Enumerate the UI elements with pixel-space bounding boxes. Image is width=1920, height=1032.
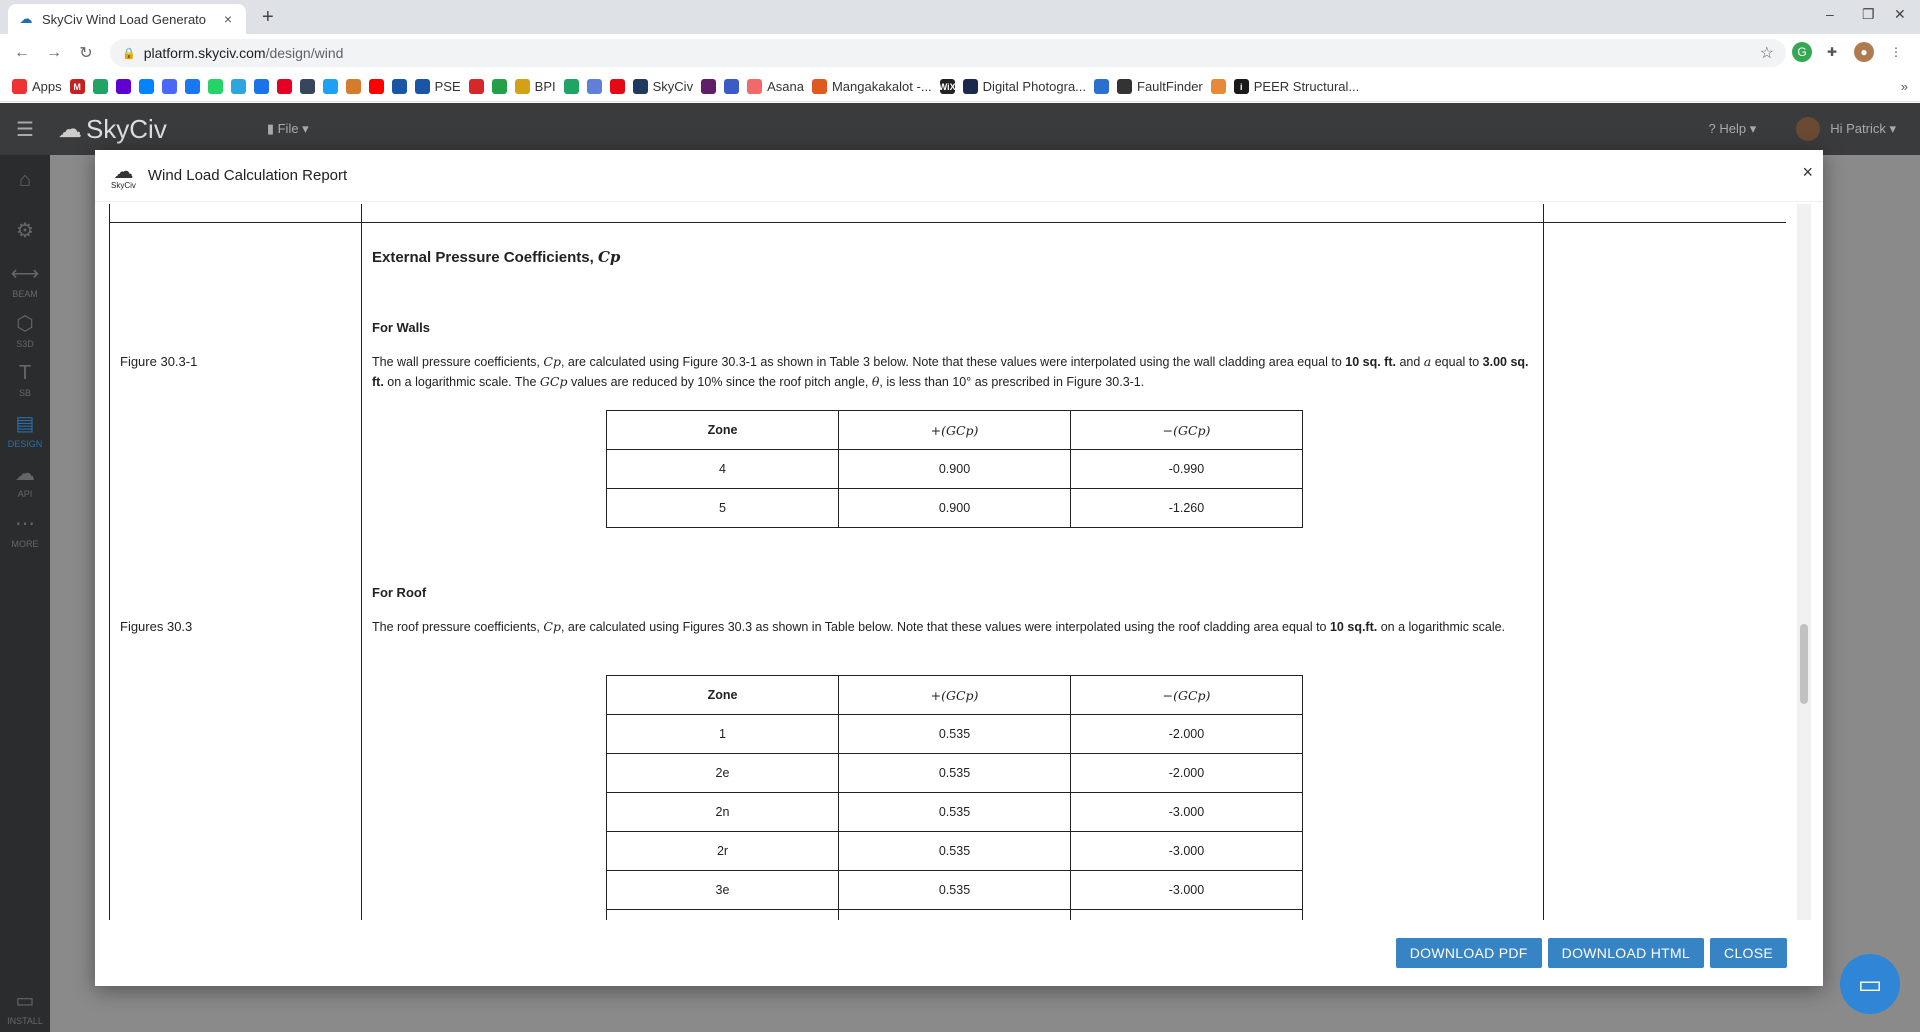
bookmark-item[interactable]	[185, 76, 200, 98]
walls-heading: For Walls	[372, 320, 431, 335]
walls-figure-ref: Figure 30.3-1	[120, 354, 198, 369]
bookmark-favicon-icon	[392, 79, 407, 94]
gear-icon: ⚙	[16, 219, 34, 242]
window-close-button[interactable]: ✕	[1894, 6, 1906, 22]
bookmark-favicon-icon	[963, 79, 978, 94]
browser-tab[interactable]	[8, 4, 246, 34]
home-icon: ⌂	[18, 168, 32, 191]
more-icon: ⋯	[15, 513, 35, 535]
bookmark-label: FaultFinder	[1137, 79, 1203, 94]
monitor-icon: ▭	[15, 990, 35, 1012]
sidebar-item[interactable]	[0, 205, 50, 255]
beam-icon: ⟷	[10, 263, 40, 285]
restore-button[interactable]: ❐	[1862, 6, 1875, 22]
bookmark-favicon-icon	[610, 79, 625, 94]
bookmark-item[interactable]	[277, 76, 292, 98]
skyciv-logo-icon: ☁	[57, 115, 82, 143]
roof-figure-ref: Figures 30.3	[120, 619, 193, 634]
cube-icon: ⬡	[16, 313, 34, 335]
modal-close-icon[interactable]: ×	[1802, 162, 1813, 182]
bookmark-favicon-icon	[369, 79, 384, 94]
bookmarks-bar	[0, 72, 1920, 102]
table-cell: 0.535	[839, 793, 1071, 832]
back-icon[interactable]: ←	[14, 44, 30, 61]
bookmark-item[interactable]	[392, 76, 407, 98]
report-scrollbar[interactable]	[1797, 204, 1811, 920]
bookmark-favicon-icon	[587, 79, 602, 94]
bookmark-item[interactable]	[587, 76, 602, 98]
table-cell: 0.535	[839, 832, 1071, 871]
bookmark-label: Digital Photogra...	[982, 79, 1087, 94]
bookmark-favicon-icon	[185, 79, 200, 94]
document-icon: ▤	[15, 413, 35, 435]
table-cell: -2.000	[1071, 754, 1303, 793]
table-cell: 0.535	[839, 871, 1071, 910]
table-row	[607, 871, 1303, 910]
tab-title: SkyCiv Wind Load Generato	[42, 11, 207, 27]
browser-menu-icon[interactable]: ⋮	[1890, 45, 1902, 59]
bookmark-star-icon[interactable]: ☆	[1759, 45, 1774, 62]
table-cell: -3.000	[1071, 871, 1303, 910]
scrollbar-thumb[interactable]	[1800, 624, 1808, 704]
bookmarks-more-icon[interactable]: »	[1900, 79, 1908, 94]
forward-icon[interactable]: →	[46, 44, 62, 61]
table-cell: 2e	[607, 754, 839, 793]
bookmark-item[interactable]	[323, 76, 338, 98]
bookmark-favicon-icon: WiX	[940, 79, 955, 94]
table-row	[607, 715, 1303, 754]
bookmark-item[interactable]	[492, 76, 507, 98]
skyciv-favicon-icon: ☁	[19, 11, 33, 26]
bookmark-favicon-icon	[346, 79, 361, 94]
report-modal	[95, 150, 1823, 986]
bookmark-label: Mangakakalot -...	[831, 79, 932, 94]
download-html-button[interactable]: DOWNLOAD HTML	[1548, 938, 1704, 968]
user-menu[interactable]: Hi Patrick ▾	[1830, 121, 1896, 136]
modal-header	[95, 150, 1823, 202]
bookmark-favicon-icon	[323, 79, 338, 94]
download-pdf-button[interactable]: DOWNLOAD PDF	[1396, 938, 1542, 968]
extensions-puzzle-icon[interactable]: ✚	[1826, 45, 1838, 59]
table-cell: 0.535	[839, 715, 1071, 754]
section-title: External Pressure Coefficients, Cp	[372, 248, 621, 266]
bookmark-item[interactable]	[469, 76, 484, 98]
table-header-row	[607, 411, 1303, 450]
bookmark-favicon-icon	[812, 79, 827, 94]
bookmark-favicon-icon	[93, 79, 108, 94]
reload-icon[interactable]: ↻	[79, 45, 93, 62]
file-menu[interactable]: ▮ File ▾	[266, 121, 309, 136]
sidebar-item[interactable]	[0, 355, 50, 405]
modal-title: Wind Load Calculation Report	[147, 167, 348, 184]
bookmark-favicon-icon	[492, 79, 507, 94]
bookmark-item[interactable]	[254, 76, 269, 98]
table-cell	[839, 910, 1071, 921]
bookmark-favicon-icon	[139, 79, 154, 94]
help-menu[interactable]: ? Help ▾	[1708, 121, 1757, 136]
close-button[interactable]: CLOSE	[1710, 938, 1787, 968]
bookmark-item[interactable]	[70, 76, 85, 98]
bookmark-item[interactable]	[369, 76, 384, 98]
bookmark-item[interactable]	[231, 76, 246, 98]
table-cell: 2n	[607, 793, 839, 832]
table-row	[607, 754, 1303, 793]
skyciv-modal-logo: ☁ SkyCiv	[111, 160, 136, 190]
bookmark-favicon-icon	[231, 79, 246, 94]
table-cell: 0.535	[839, 754, 1071, 793]
bookmark-item[interactable]	[346, 76, 361, 98]
install-label: INSTALL	[7, 1016, 43, 1026]
bookmark-item[interactable]	[1211, 76, 1226, 98]
column-divider	[361, 204, 362, 920]
app-sidebar	[0, 155, 50, 1032]
bookmark-item[interactable]	[812, 76, 932, 98]
bookmark-favicon-icon	[564, 79, 579, 94]
sidebar-item[interactable]	[0, 305, 50, 355]
roof-paragraph: The roof pressure coefficients, Cp, are calculated using Figures 30.3 as shown in Table below. Note that these values were interpolated using the roof cladding area equal to 10 sq.ft. on a logarithmic scale.	[372, 619, 1506, 634]
url-text: platform.skyciv.com/design/wind	[143, 45, 344, 61]
bookmark-item[interactable]	[1094, 76, 1109, 98]
table-row	[607, 832, 1303, 871]
bookmark-label: BPI	[534, 79, 556, 94]
browser-toolbar	[0, 34, 1920, 72]
bookmark-item[interactable]	[415, 76, 461, 98]
bookmark-favicon-icon	[724, 79, 739, 94]
tab-close-icon[interactable]: ×	[223, 11, 233, 27]
bookmark-favicon-icon	[701, 79, 716, 94]
bookmark-item[interactable]	[633, 76, 693, 98]
bookmark-item[interactable]	[1117, 76, 1203, 98]
minimize-button[interactable]: –	[1826, 6, 1834, 22]
table-cell: 2r	[607, 832, 839, 871]
bookmark-item[interactable]	[1234, 76, 1359, 98]
bookmark-item[interactable]	[93, 76, 108, 98]
table-cell: -3.000	[1071, 793, 1303, 832]
bookmark-item[interactable]	[610, 76, 625, 98]
bookmark-label: PSE	[434, 79, 461, 94]
bookmark-label: PEER Structural...	[1253, 79, 1360, 94]
bookmark-favicon-icon	[469, 79, 484, 94]
profile-avatar[interactable]: ●	[1854, 42, 1874, 62]
table-cell: 3e	[607, 871, 839, 910]
bookmark-label: Apps	[32, 79, 62, 94]
table-cell: 1	[607, 715, 839, 754]
lock-icon: 🔒	[122, 47, 136, 60]
bookmark-favicon-icon	[254, 79, 269, 94]
bookmark-favicon-icon	[1211, 79, 1226, 94]
bookmark-item[interactable]	[208, 76, 223, 98]
sidebar-item-label: BEAM	[12, 289, 38, 299]
table-header-cell: +(GCp)	[839, 411, 1071, 450]
bookmark-favicon-icon	[208, 79, 223, 94]
table-row	[607, 793, 1303, 832]
table-row	[607, 450, 1303, 489]
bookmark-favicon-icon	[1094, 79, 1109, 94]
brand-name: SkyCiv	[85, 113, 167, 144]
install-button[interactable]	[0, 982, 50, 1032]
table-header-cell: −(GCp)	[1071, 676, 1303, 715]
walls-coefficient-table	[606, 410, 1303, 528]
sidebar-item[interactable]	[0, 155, 50, 205]
cloud-icon: ☁	[15, 463, 35, 485]
table-cell: 4	[607, 450, 839, 489]
user-avatar[interactable]	[1796, 117, 1820, 141]
bookmark-favicon-icon	[415, 79, 430, 94]
table-header-cell: −(GCp)	[1071, 411, 1303, 450]
table-cell: 0.900	[839, 450, 1071, 489]
sidebar-item-label: API	[17, 489, 33, 499]
bookmark-item[interactable]	[564, 76, 579, 98]
report-content[interactable]	[109, 204, 1797, 920]
bookmark-favicon-icon	[116, 79, 131, 94]
table-header-cell: +(GCp)	[839, 676, 1071, 715]
bookmark-favicon-icon	[1117, 79, 1132, 94]
table-header-cell: Zone	[607, 676, 839, 715]
sidebar-item[interactable]	[0, 405, 50, 455]
table-cell: -0.990	[1071, 450, 1303, 489]
bookmark-item[interactable]	[963, 76, 1086, 98]
table-cell	[1071, 910, 1303, 921]
sidebar-item-label: DESIGN	[7, 439, 43, 449]
chat-support-icon[interactable]: ▭	[1840, 954, 1900, 1014]
bookmark-item[interactable]	[116, 76, 131, 98]
walls-paragraph: The wall pressure coefficients, Cp, are calculated using Figure 30.3-1 as shown in Table 3 below. Note that these values were interpolated using the wall cladding area equal to 10 sq. ft. and a equal to 3.00 sq. ft. on a logarithmic scale. The GCp values are reduced by 10% since the roof pitch angle, θ, is less than 10° as prescribed in Figure 30.3-1.	[372, 354, 1529, 389]
app-header	[0, 103, 1920, 155]
bookmark-item[interactable]	[12, 76, 62, 98]
sidebar-item-label: MORE	[11, 539, 39, 549]
sidebar-item-label: SB	[18, 388, 31, 398]
bookmark-favicon-icon	[633, 79, 648, 94]
table-cell: -1.260	[1071, 489, 1303, 528]
bookmark-favicon-icon	[277, 79, 292, 94]
roof-coefficient-table	[606, 675, 1303, 920]
bookmark-favicon-icon	[12, 79, 27, 94]
sidebar-item[interactable]	[0, 505, 50, 555]
report-grid	[109, 204, 1785, 920]
table-cell: -2.000	[1071, 715, 1303, 754]
table-row	[607, 910, 1303, 921]
bookmark-favicon-icon: i	[1234, 79, 1249, 94]
bookmark-item[interactable]	[940, 76, 955, 98]
table-row	[607, 489, 1303, 528]
bookmark-label: SkyCiv	[652, 79, 694, 94]
section-icon: T	[18, 362, 32, 384]
table-header-row	[607, 676, 1303, 715]
column-divider	[1543, 204, 1544, 920]
bookmark-item[interactable]	[139, 76, 154, 98]
sidebar-item[interactable]	[0, 455, 50, 505]
cloud-logo-icon: ☁	[113, 160, 134, 183]
sidebar-item-label: S3D	[16, 339, 34, 349]
bookmark-favicon-icon	[515, 79, 530, 94]
bookmark-item[interactable]	[300, 76, 315, 98]
table-cell: 0.900	[839, 489, 1071, 528]
bookmark-item[interactable]	[724, 76, 739, 98]
table-cell	[607, 910, 839, 921]
bookmark-favicon-icon	[300, 79, 315, 94]
modal-footer	[95, 920, 1823, 986]
browser-tab-strip	[0, 0, 1920, 34]
table-cell: 5	[607, 489, 839, 528]
hamburger-menu-icon[interactable]: ☰	[16, 118, 34, 141]
bookmark-favicon-icon: M	[70, 79, 85, 94]
bookmark-label: Asana	[767, 79, 804, 94]
table-cell: -3.000	[1071, 832, 1303, 871]
bookmark-item[interactable]	[515, 76, 556, 98]
address-bar[interactable]	[110, 39, 1786, 67]
bookmark-item[interactable]	[162, 76, 177, 98]
bookmark-item[interactable]	[701, 76, 716, 98]
table-header-cell: Zone	[607, 411, 839, 450]
sidebar-item[interactable]	[0, 255, 50, 305]
grammarly-extension-icon[interactable]: G	[1792, 42, 1812, 62]
bookmark-item[interactable]	[747, 76, 804, 98]
bookmark-favicon-icon	[747, 79, 762, 94]
new-tab-button[interactable]: +	[262, 6, 274, 28]
bookmark-favicon-icon	[162, 79, 177, 94]
roof-heading: For Roof	[372, 585, 427, 600]
